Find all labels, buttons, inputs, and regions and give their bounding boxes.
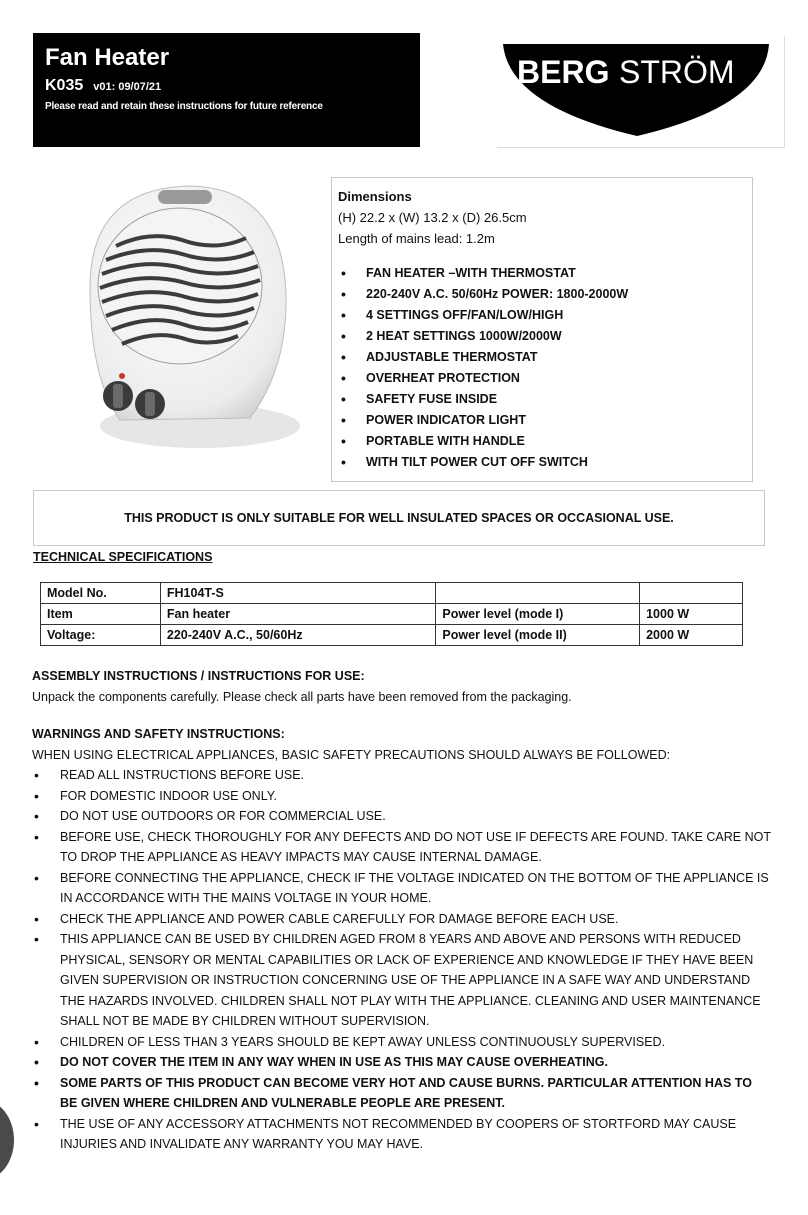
table-cell: Item [41,604,161,625]
warning-item: • THE USE OF ANY ACCESSORY ATTACHMENTS NOT RECOMMENDED BY COOPERS OF STORTFORD MAY CAUSE INJURIES AND INVALIDATE ANY WARRANTY YOU MAY HAVE. [32,1114,772,1155]
warnings-section [32,724,772,1155]
dimensions-title: Dimensions [338,189,412,204]
fan-heater-illustration [50,168,312,458]
feature-item: • FAN HEATER –WITH THERMOSTAT [338,263,746,284]
feature-item: • ADJUSTABLE THERMOSTAT [338,347,746,368]
feature-item: • 2 HEAT SETTINGS 1000W/2000W [338,326,746,347]
table-cell [640,583,743,604]
features-list [338,263,746,473]
table-row [41,583,743,604]
product-code: K035 [45,77,84,94]
warnings-intro: WHEN USING ELECTRICAL APPLIANCES, BASIC SAFETY PRECAUTIONS SHOULD ALWAYS BE FOLLOWED: [32,747,671,762]
feature-item: • 4 SETTINGS OFF/FAN/LOW/HIGH [338,305,746,326]
warning-item: • BEFORE CONNECTING THE APPLIANCE, CHECK IF THE VOLTAGE INDICATED ON THE BOTTOM OF THE APPLIANCE IS IN ACCORDANCE WITH THE MAINS VOLTAGE IN YOUR HOME. [32,868,772,909]
table-cell: Power level (mode II) [436,625,640,646]
product-image [50,168,312,458]
feature-item: • PORTABLE WITH HANDLE [338,431,746,452]
tech-spec-title: TECHNICAL SPECIFICATIONS [33,550,213,564]
table-cell: Model No. [41,583,161,604]
warning-item: • THIS APPLIANCE CAN BE USED BY CHILDREN AGED FROM 8 YEARS AND ABOVE AND PERSONS WITH REDUCED PHYSICAL, SENSORY OR MENTAL CAPABILITIES OR LACK OF EXPERIENCE AND KNOWLEDGE IF THEY HAVE BEEN GIVEN SUPERVISION OR INSTRUCTION CONCERNING USE OF THE APPLIANCE IN A SAFE WAY AND UNDERSTAND THE HAZARDS INVOLVED. CHILDREN SHALL NOT PLAY WITH THE APPLIANCE. CLEANING AND USER MAINTENANCE SHALL NOT BE MADE BY CHILDREN WITHOUT SUPERVISION. [32,929,772,1032]
brand-part2: STRÖM [619,54,735,90]
warning-item: • FOR DOMESTIC INDOOR USE ONLY. [32,786,772,807]
brand-logo-mark [497,36,785,148]
version-date: v01: 09/07/21 [93,81,162,93]
header-box [33,33,420,147]
code-row [45,77,408,95]
product-title: Fan Heater [45,44,170,71]
features-box [331,177,753,482]
feature-item: • POWER INDICATOR LIGHT [338,410,746,431]
assembly-title: ASSEMBLY INSTRUCTIONS / INSTRUCTIONS FOR USE: [32,669,365,683]
assembly-text: Unpack the components carefully. Please check all parts have been removed from the packaging. [32,689,572,704]
table-cell: Fan heater [160,604,436,625]
feature-item: • SAFETY FUSE INSIDE [338,389,746,410]
table-cell: Voltage: [41,625,161,646]
dimensions-lead: Length of mains lead: 1.2m [338,231,495,246]
table-cell: Power level (mode I) [436,604,640,625]
warnings-title: WARNINGS AND SAFETY INSTRUCTIONS: [32,727,285,741]
warning-item: • READ ALL INSTRUCTIONS BEFORE USE. [32,765,772,786]
table-cell: 220-240V A.C., 50/60Hz [160,625,436,646]
warning-item: • DO NOT USE OUTDOORS OR FOR COMMERCIAL USE. [32,806,772,827]
warning-item: • CHILDREN OF LESS THAN 3 YEARS SHOULD BE KEPT AWAY UNLESS CONTINUOUSLY SUPERVISED. [32,1032,772,1053]
tech-spec-table [40,582,743,646]
feature-item: • OVERHEAT PROTECTION [338,368,746,389]
table-cell: 1000 W [640,604,743,625]
dimensions-size: (H) 22.2 x (W) 13.2 x (D) 26.5cm [338,210,527,225]
table-cell: 2000 W [640,625,743,646]
brand-logo [497,36,785,148]
side-scroll-handle[interactable] [0,1100,14,1180]
brand-part1: BERG [517,54,610,90]
retain-note: Please read and retain these instructions for future reference [45,101,323,112]
warning-item: • BEFORE USE, CHECK THOROUGHLY FOR ANY DEFECTS AND DO NOT USE IF DEFECTS ARE FOUND. TAKE CARE NOT TO DROP THE APPLIANCE AS HEAVY IMPACTS MAY CAUSE INTERNAL DAMAGE. [32,827,772,868]
warning-item: • CHECK THE APPLIANCE AND POWER CABLE CAREFULLY FOR DAMAGE BEFORE EACH USE. [32,909,772,930]
warnings-list [32,765,772,1155]
table-row [41,625,743,646]
table-cell [436,583,640,604]
suitability-notice: THIS PRODUCT IS ONLY SUITABLE FOR WELL INSULATED SPACES OR OCCASIONAL USE. [33,490,765,546]
feature-item: • 220-240V A.C. 50/60Hz POWER: 1800-2000W [338,284,746,305]
feature-item: • WITH TILT POWER CUT OFF SWITCH [338,452,746,473]
warning-item: • SOME PARTS OF THIS PRODUCT CAN BECOME VERY HOT AND CAUSE BURNS. PARTICULAR ATTENTION HAS TO BE GIVEN WHERE CHILDREN AND VULNERABLE PEOPLE ARE PRESENT. [32,1073,772,1114]
table-cell: FH104T-S [160,583,436,604]
assembly-section [32,666,772,707]
table-row [41,604,743,625]
warning-item: • DO NOT COVER THE ITEM IN ANY WAY WHEN IN USE AS THIS MAY CAUSE OVERHEATING. [32,1052,772,1073]
